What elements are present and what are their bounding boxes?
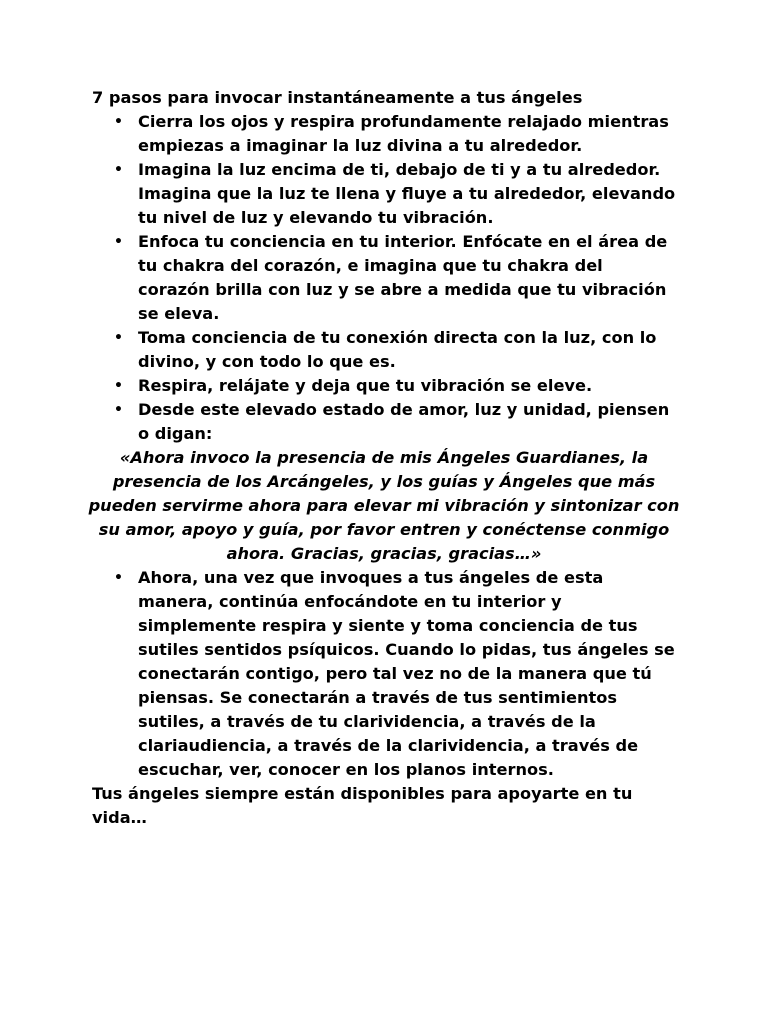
list-item [114, 110, 676, 158]
bullet-icon: • [114, 570, 123, 586]
bullet-icon: • [114, 234, 123, 250]
step-text: Desde este elevado estado de amor, luz y unidad, piensen o digan: [138, 400, 670, 443]
step-text: Imagina la luz encima de ti, debajo de ti y a tu alrededor. Imagina que la luz te llena y fluye a tu alrededor, elevando tu nivel de luz y elevando tu vibración. [138, 160, 676, 227]
list-item [114, 230, 676, 326]
list-item [114, 326, 676, 374]
bullet-icon: • [114, 402, 123, 418]
bullet-icon: • [114, 330, 123, 346]
step-text: Cierra los ojos y respira profundamente relajado mientras empiezas a imaginar la luz divina a tu alrededor. [138, 112, 669, 155]
step-text: Ahora, una vez que invoques a tus ángeles de esta manera, continúa enfocándote en tu interior y simplemente respira y siente y toma conciencia de tus sutiles sentidos psíquicos. Cuando lo pidas, tus ángeles se conectarán contigo, pero tal vez no de la manera que tú piensas. Se conectarán a través de tus sentimientos sutiles, a través de tu clarividencia, a través de la clariaudiencia, a través de la clarividencia, a través de escuchar, ver, conocer en los planos internos. [138, 568, 675, 779]
bullet-icon: • [114, 378, 123, 394]
bullet-icon: • [114, 114, 123, 130]
step-text: Respira, relájate y deja que tu vibración se eleve. [138, 376, 593, 395]
list-item [114, 566, 676, 782]
closing-paragraph: Tus ángeles siempre están disponibles para apoyarte en tu vida… [92, 784, 633, 827]
step-text: Enfoca tu conciencia en tu interior. Enfócate en el área de tu chakra del corazón, e imagina que tu chakra del corazón brilla con luz y se abre a medida que tu vibración se eleva. [138, 232, 668, 323]
document-title: 7 pasos para invocar instantáneamente a tus ángeles [92, 88, 583, 107]
final-steps-list [92, 566, 676, 782]
list-item [114, 398, 676, 446]
document-page [88, 86, 680, 830]
steps-list [92, 110, 676, 446]
invocation-quote: «Ahora invoco la presencia de mis Ángeles Guardianes, la presencia de los Arcángeles, y los guías y Ángeles que más pueden servirme ahora para elevar mi vibración y sintonizar con su amor, apoyo y guía, por favor entren y conéctense conmigo ahora. Gracias, gracias, gracias…» [88, 448, 680, 563]
list-item [114, 158, 676, 230]
list-item [114, 374, 676, 398]
step-text: Toma conciencia de tu conexión directa con la luz, con lo divino, y con todo lo que es. [138, 328, 657, 371]
bullet-icon: • [114, 162, 123, 178]
